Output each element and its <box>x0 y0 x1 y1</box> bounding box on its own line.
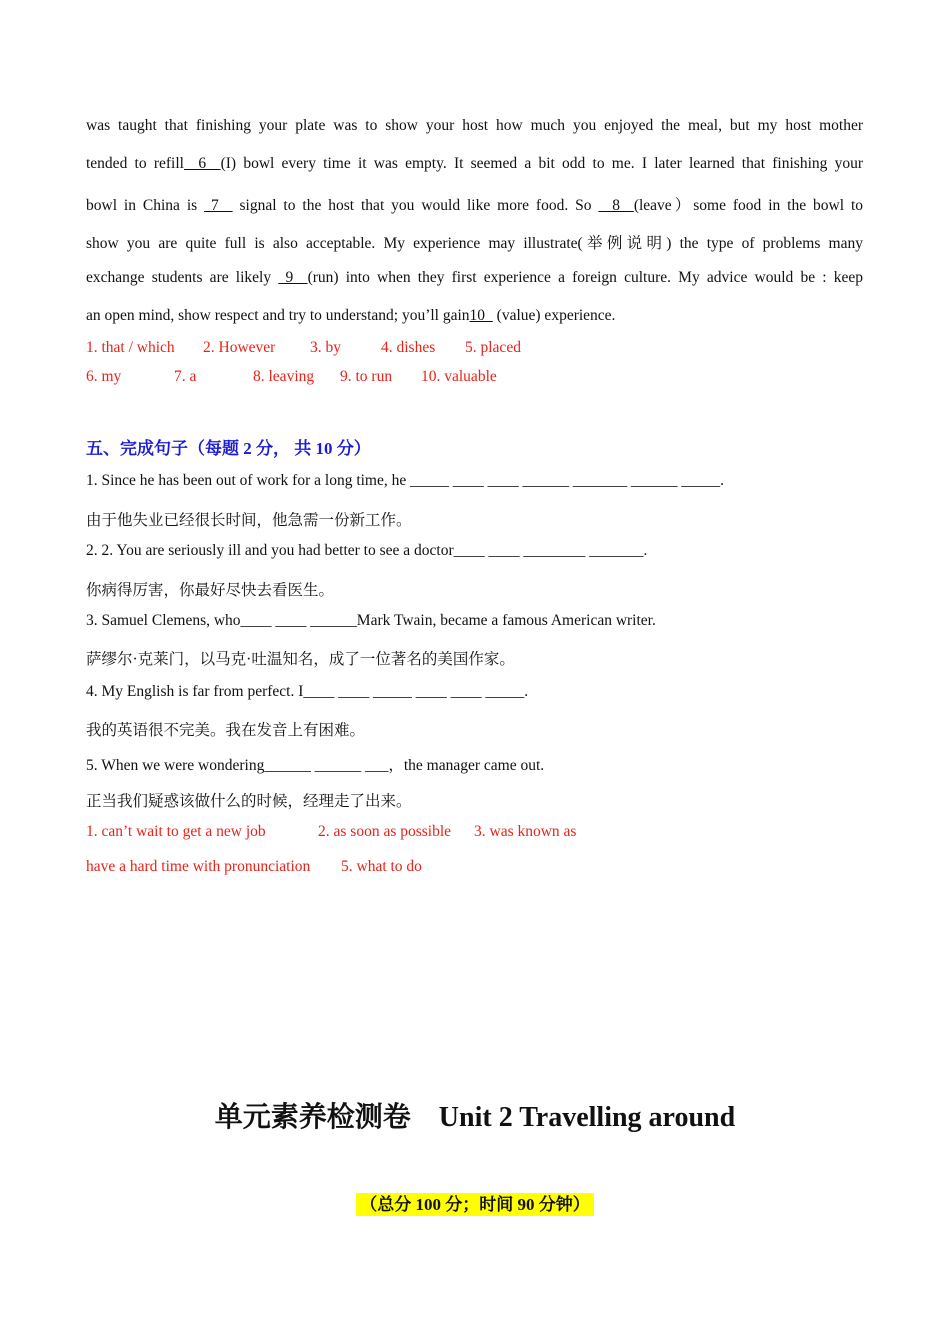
passage-line-3 <box>86 193 863 215</box>
question-2-translation: 你病得厉害，你最好尽快去看医生。 <box>86 582 335 599</box>
passage-line-5 <box>86 269 863 287</box>
section-answer-3: 3. was known as <box>474 823 577 840</box>
answer-6: 6. my <box>86 368 122 385</box>
blank-9: 9 <box>278 269 308 286</box>
answer-10: 10. valuable <box>421 368 497 385</box>
text: (run) into when they first experience a foreign culture. My advice would be : keep <box>307 269 863 286</box>
text: (leave）some food in the bowl to <box>633 197 863 214</box>
answer-3: 3. by <box>310 339 341 356</box>
answer-5: 5. placed <box>465 339 521 356</box>
answer-7: 7. a <box>174 368 197 385</box>
title-zh: 单元素养检测卷 <box>214 1102 411 1133</box>
passage-line-2 <box>86 155 863 173</box>
question-2: 2. 2. You are seriously ill and you had better to see a doctor____ ____ ________ _______. <box>86 542 648 559</box>
blank-7: 7 <box>204 197 233 214</box>
text: tended to refill <box>86 155 184 172</box>
text: exchange students are likely <box>86 269 279 286</box>
title-en: Unit 2 Travelling around <box>438 1102 736 1133</box>
question-5: 5. When we were wondering______ ______ ___，the manager came out. <box>86 757 545 774</box>
answer-1: 1. that / which <box>86 339 175 356</box>
question-4-translation: 我的英语很不完美。我在发音上有困难。 <box>86 722 366 739</box>
passage-line-6 <box>86 307 863 325</box>
text: (I) bowl every time it was empty. It seemed a bit odd to me. I later learned that finishing your <box>220 155 864 172</box>
question-3-translation: 萨缪尔·克莱门，以马克·吐温知名，成了一位著名的美国作家。 <box>86 651 515 668</box>
answer-9: 9. to run <box>340 368 393 385</box>
passage-line-1: was taught that finishing your plate was to show your host how much you enjoyed the meal, but my host mother <box>86 117 863 134</box>
section-answer-1: 1. can’t wait to get a new job <box>86 823 266 840</box>
text: signal to the host that you would like more food. So <box>232 197 599 214</box>
text: (value) experience. <box>492 307 616 324</box>
question-5-translation: 正当我们疑惑该做什么的时候，经理走了出来。 <box>86 793 412 810</box>
score-time-note <box>0 1190 950 1215</box>
question-1-translation: 由于他失业已经很长时间，他急需一份新工作。 <box>86 512 412 529</box>
text: an open mind, show respect and try to understand; you’ll gain <box>86 307 470 324</box>
blank-10: 10 <box>469 307 493 324</box>
answer-8: 8. leaving <box>253 368 315 385</box>
question-3: 3. Samuel Clemens, who____ ____ ______Mark Twain, became a famous American writer. <box>86 612 656 629</box>
question-4: 4. My English is far from perfect. I____ ____ _____ ____ ____ _____. <box>86 683 529 700</box>
section-answer-2: 2. as soon as possible <box>318 823 452 840</box>
question-1: 1. Since he has been out of work for a long time, he _____ ____ ____ ______ _______ ______ _____. <box>86 472 724 489</box>
score-time-text: （总分 100 分；时间 90 分钟） <box>356 1193 594 1216</box>
section-answer-4: have a hard time with pronunciation <box>86 858 311 875</box>
text: bowl in China is <box>86 197 205 214</box>
answer-2: 2. However <box>203 339 276 356</box>
passage-line-4: show you are quite full is also acceptable. My experience may illustrate(举例说明) the type of problems many <box>86 235 863 252</box>
answer-4: 4. dishes <box>381 339 436 356</box>
blank-8: 8 <box>598 197 634 214</box>
blank-6: 6 <box>183 155 221 172</box>
section-answer-5: 5. what to do <box>341 858 422 875</box>
section-heading: 五、完成句子（每题 2 分， 共 10 分） <box>86 439 371 458</box>
page-title <box>0 1095 950 1135</box>
